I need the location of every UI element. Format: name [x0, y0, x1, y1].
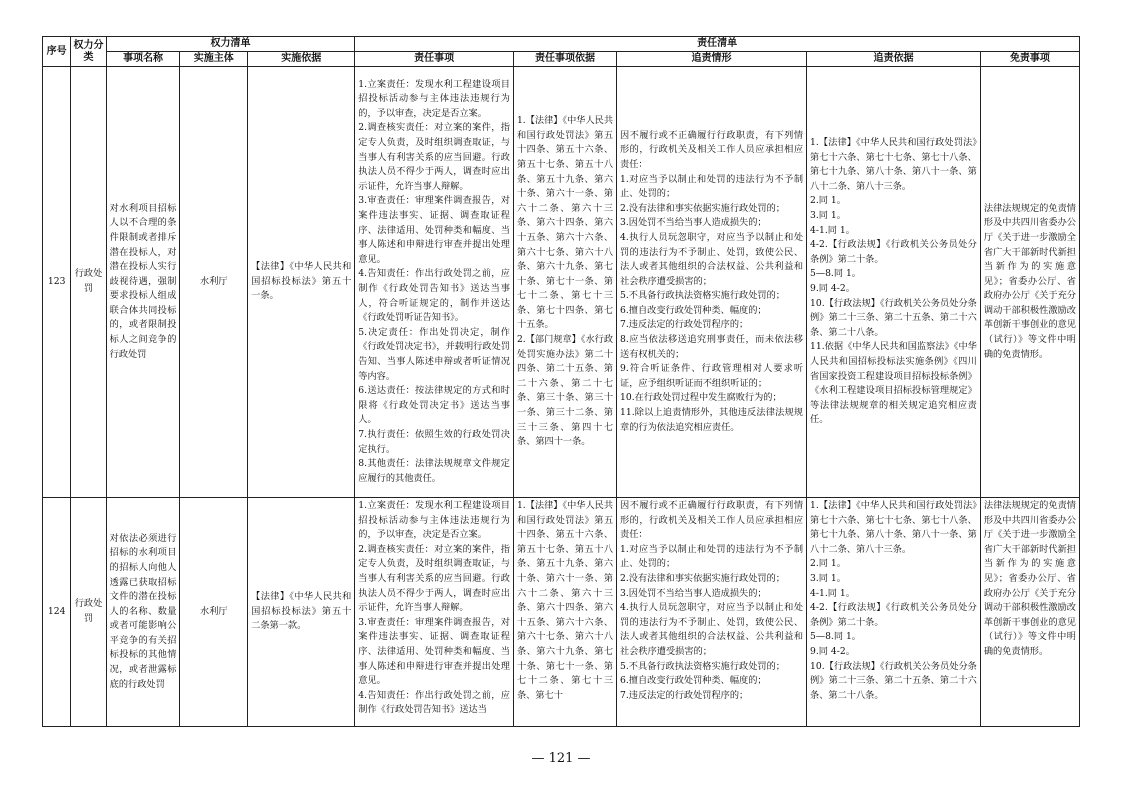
header-power-list: 权力清单	[106, 37, 355, 52]
table-row	[43, 67, 1080, 498]
header-accountability: 追责情形	[617, 52, 807, 67]
row-executor: 水利厅	[180, 498, 248, 727]
row-basis: 【法律】《中华人民共和国招标投标法》第五十二条第一款。	[248, 498, 355, 727]
row-acc-basis: 1.【法律】《中华人民共和国行政处罚法》第七十六条、第七十七条、第七十八条、第七十九条、第八十条、第八十一条、第八十二条、第八十三条。 2.同 1。 3.同 1。 4-1.同 1。 4-2.【行政法规】《行政机关公务员处分条例》第二十条。 5—8.同 1。 9.同 4-2。 10.【行政法规】《行政机关公务员处分条例》第二十三条、第二十五条、第二十六条、第二十八条。 11.依据《中华人民共和国监察法》《中华人民共和国招标投标法实施条例》《四川省国家投资工程建设项目招标投标条例》《水利工程建设项目招标投标管理规定》等法律法规规章的相关规定追究相应责任。	[807, 67, 981, 498]
row-accountability: 因不履行或不正确履行行政职责，有下列情形的，行政机关及相关工作人员应承担相应责任： 1.对应当予以制止和处罚的违法行为不予制止、处罚的； 2.没有法律和事实依据实施行政处罚的； 3.因处罚不当给当事人造成损失的； 4.执行人员玩忽职守，对应当予以制止和处罚的违法行为不予制止、处罚，致使公民、法人或者其他组织的合法权益、公共利益和社会秩序遭受损害的； 5.不具备行政执法资格实施行政处罚的； 6.擅自改变行政处罚种类、幅度的； 7.违反法定的行政处罚程序的； 8.应当依法移送追究刑事责任，而未依法移送有权机关的； 9.符合听证条件、行政管理相对人要求听证，应予组织听证而不组织听证的； 10.在行政处罚过程中发生腐败行为的； 11.除以上追责情形外，其他违反法律法规规章的行为依法追究相应责任。	[617, 67, 807, 498]
header-resp-basis: 责任事项依据	[513, 52, 616, 67]
row-type: 行政处罚	[71, 498, 106, 727]
row-type: 行政处罚	[71, 67, 106, 498]
row-resp-basis: 1.【法律】《中华人民共和国行政处罚法》第五十四条、第五十六条、第五十七条、第五十八条、第五十九条、第六十条、第六十一条、第六十二条、第六十三条、第六十四条、第六十五条、第六十六条、第六十七条、第六十八条、第六十九条、第七十条、第七十一条、第七十二条、第七十三条、第七十	[513, 498, 616, 727]
page-number: — 121 —	[531, 751, 591, 766]
row-item-name: 对水利项目招标人以不合理的条件限制或者排斥潜在投标人，对潜在投标人实行歧视待遇，强制要求投标人组成联合体共同投标的，或者限制投标人之间竞争的行政处罚	[106, 67, 180, 498]
table-row	[43, 498, 1080, 727]
row-seq: 124	[43, 498, 71, 727]
header-resp-list: 责任清单	[355, 37, 1080, 52]
row-basis: 【法律】《中华人民共和国招标投标法》第五十一条。	[248, 67, 355, 498]
header-row-2	[43, 52, 1080, 67]
row-exemption: 法律法规规定的免责情形及中共四川省委办公厅《关于进一步激励全省广大干部新时代新担当新作为的实施意见》；省委办公厅、省政府办公厅《关于充分调动干部积极性激励改革创新干事创业的意见（试行）》等文件中明确的免责情形。	[980, 498, 1079, 727]
row-executor: 水利厅	[180, 67, 248, 498]
header-item-name: 事项名称	[106, 52, 180, 67]
header-resp-items: 责任事项	[355, 52, 514, 67]
row-accountability: 因不履行或不正确履行行政职责，有下列情形的，行政机关及相关工作人员应承担相应责任： 1.对应当予以制止和处罚的违法行为不予制止、处罚的； 2.没有法律和事实依据实施行政处罚的； 3.因处罚不当给当事人造成损失的； 4.执行人员玩忽职守，对应当予以制止和处罚的违法行为不予制止、处罚，致使公民、法人或者其他组织的合法权益、公共利益和社会秩序遭受损害的； 5.不具备行政执法资格实施行政处罚的； 6.擅自改变行政处罚种类、幅度的； 7.违反法定的行政处罚程序的；	[617, 498, 807, 727]
row-item-name: 对依法必须进行招标的水利项目的招标人向他人透露已获取招标文件的潜在投标人的名称、数量或者可能影响公平竞争的有关招标投标的其他情况，或者泄露标底的行政处罚	[106, 498, 180, 727]
header-power-type: 权力分类	[71, 37, 106, 67]
row-acc-basis: 1.【法律】《中华人民共和国行政处罚法》第七十六条、第七十七条、第七十八条、第七十九条、第八十条、第八十一条、第八十二条、第八十三条。 2.同 1。 3.同 1。 4-1.同 1。 4-2.【行政法规】《行政机关公务员处分条例》第二十条。 5—8.同 1。 9.同 4-2。 10.【行政法规】《行政机关公务员处分条例》第二十三条、第二十五条、第二十六条、第二十八条。	[807, 498, 981, 727]
header-seq: 序号	[43, 37, 71, 67]
header-executor: 实施主体	[180, 52, 248, 67]
header-basis: 实施依据	[248, 52, 355, 67]
row-resp-items: 1.立案责任：发现水利工程建设项目招投标活动参与主体违法违规行为的，予以审查，决定是否立案。 2.调查核实责任：对立案的案件，指定专人负责，及时组织调查取证，与当事人有利害关系的应当回避。行政执法人员不得少于两人，调查时应出示证件，允许当事人辩解。 3.审查责任：审理案件调查报告，对案件违法事实、证据、调查取证程序、法律适用、处罚种类和幅度、当事人陈述和申辩进行审查并提出处理意见。 4.告知责任：作出行政处罚之前，应制作《行政处罚告知书》送达当事人，符合听证规定的，制作并送达《行政处罚听证告知书》。 5.决定责任：作出处罚决定，制作《行政处罚决定书》，并载明行政处罚告知、当事人陈述申辩或者听证情况等内容。 6.送达责任：按法律规定的方式和时限将《行政处罚决定书》送达当事人。 7.执行责任：依照生效的行政处罚决定执行。 8.其他责任：法律法规规章文件规定应履行的其他责任。	[355, 67, 514, 498]
row-seq: 123	[43, 67, 71, 498]
row-resp-basis: 1.【法律】《中华人民共和国行政处罚法》第五十四条、第五十六条、第五十七条、第五十八条、第五十九条、第六十条、第六十一条、第六十二条、第六十三条、第六十四条、第六十五条、第六十六条、第六十七条、第六十八条、第六十九条、第七十条、第七十一条、第七十二条、第七十三条、第七十四条、第七十五条。 2.【部门规章】《水行政处罚实施办法》第二十四条、第二十五条、第二十六条、第二十七条、第三十条、第三十一条、第三十二条、第三十三条、第四十七条、第四十一条。	[513, 67, 616, 498]
row-exemption: 法律法规规定的免责情形及中共四川省委办公厅《关于进一步激励全省广大干部新时代新担当新作为的实施意见》；省委办公厅、省政府办公厅《关于充分调动干部积极性激励改革创新干事创业的意见（试行）》等文件中明确的免责情形。	[980, 67, 1079, 498]
header-row-1	[43, 37, 1080, 52]
header-exemption: 免责事项	[980, 52, 1079, 67]
row-resp-items: 1.立案责任：发现水利工程建设项目招投标活动参与主体违法违规行为的，予以审查，决定是否立案。 2.调查核实责任：对立案的案件，指定专人负责，及时组织调查取证，与当事人有利害关系的应当回避。行政执法人员不得少于两人，调查时应出示证件，允许当事人辩解。 3.审查责任：审理案件调查报告，对案件违法事实、证据、调查取证程序、法律适用、处罚种类和幅度、当事人陈述和申辩进行审查并提出处理意见。 4.告知责任：作出行政处罚之前，应制作《行政处罚告知书》送达当	[355, 498, 514, 727]
power-responsibility-table	[42, 36, 1080, 727]
header-acc-basis: 追责依据	[807, 52, 981, 67]
